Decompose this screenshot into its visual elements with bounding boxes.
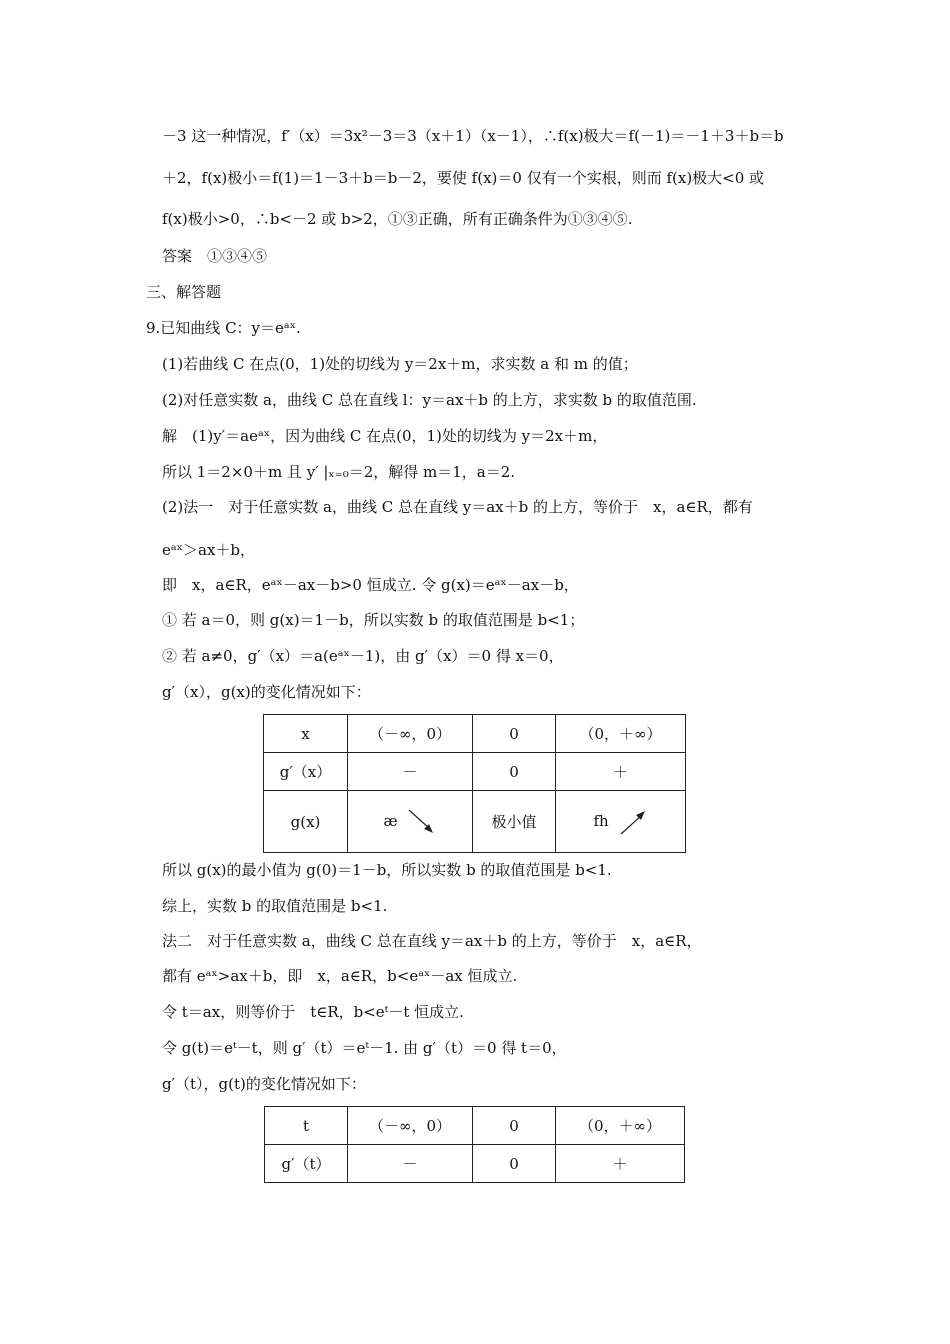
table-cell: 0 bbox=[473, 715, 556, 753]
table-cell: （0，＋∞） bbox=[556, 1107, 685, 1145]
table-cell: ＋ bbox=[556, 753, 686, 791]
text-line: 综上，实数 b 的取值范围是 b<1. bbox=[162, 897, 388, 915]
table-cell: （－∞，0） bbox=[348, 715, 473, 753]
table-cell-increasing bbox=[556, 791, 686, 853]
text-line: 令 t＝ax，则等价于 t∈R，b<eᵗ－t 恒成立. bbox=[162, 1003, 464, 1021]
text-line: (2)对任意实数 a，曲线 C 总在直线 l：y＝ax＋b 的上方，求实数 b 的取值范围. bbox=[162, 391, 697, 409]
text-line: 所以 g(x)的最小值为 g(0)＝1－b，所以实数 b 的取值范围是 b<1. bbox=[162, 861, 612, 879]
text-line: (2)法一 对于任意实数 a，曲线 C 总在直线 y＝ax＋b 的上方，等价于 x，a∈R，都有 bbox=[162, 498, 753, 516]
table-cell: 0 bbox=[473, 1145, 556, 1183]
text-line: －3 这一种情况，f′（x）＝3x²－3＝3（x＋1）（x－1），∴f(x)极大＝f(－1)＝－1＋3＋b＝b bbox=[162, 127, 784, 145]
table-cell-text: æ bbox=[383, 811, 398, 830]
table-row bbox=[265, 1145, 685, 1183]
text-line: ② 若 a≠0，g′（x）＝a(eᵃˣ－1)，由 g′（x）＝0 得 x＝0， bbox=[162, 647, 564, 665]
answer-line: 答案 ①③④⑤ bbox=[162, 247, 268, 265]
table-cell-text: fh bbox=[593, 811, 609, 830]
text-line: g′（x），g(x)的变化情况如下： bbox=[162, 683, 371, 701]
table-cell: 0 bbox=[473, 1107, 556, 1145]
text-line: 法二 对于任意实数 a，曲线 C 总在直线 y＝ax＋b 的上方，等价于 x，a∈R， bbox=[162, 932, 702, 950]
text-line: f(x)极小>0，∴b<－2 或 b>2，①③正确，所有正确条件为①③④⑤. bbox=[162, 210, 633, 228]
table-row bbox=[264, 753, 686, 791]
table-cell: ＋ bbox=[556, 1145, 685, 1183]
text-line: 令 g(t)＝eᵗ－t，则 g′（t）＝eᵗ－1. 由 g′（t）＝0 得 t＝0， bbox=[162, 1039, 567, 1057]
section-heading: 三、解答题 bbox=[146, 283, 222, 301]
text-line: 即 x，a∈R，eᵃˣ－ax－b>0 恒成立. 令 g(x)＝eᵃˣ－ax－b， bbox=[162, 576, 579, 594]
table-cell: g′（t） bbox=[265, 1145, 348, 1183]
table-row bbox=[264, 791, 686, 853]
table-row bbox=[264, 715, 686, 753]
table-cell: － bbox=[348, 1145, 473, 1183]
table-row bbox=[265, 1107, 685, 1145]
text-line: ＋2，f(x)极小＝f(1)＝1－3＋b＝b－2，要使 f(x)＝0 仅有一个实根，则而 f(x)极大<0 或 bbox=[162, 169, 765, 187]
text-line: ① 若 a＝0，则 g(x)＝1－b，所以实数 b 的取值范围是 b<1； bbox=[162, 611, 585, 629]
text-line: (1)若曲线 C 在点(0，1)处的切线为 y＝2x＋m，求实数 a 和 m 的值； bbox=[162, 355, 638, 373]
table-cell: （－∞，0） bbox=[348, 1107, 473, 1145]
variation-table-t bbox=[264, 1106, 685, 1183]
table-cell: x bbox=[264, 715, 348, 753]
table-cell: 极小值 bbox=[473, 791, 556, 853]
problem-statement: 9.已知曲线 C：y＝eᵃˣ. bbox=[146, 319, 301, 337]
table-cell: g(x) bbox=[264, 791, 348, 853]
table-cell: t bbox=[265, 1107, 348, 1145]
text-line: 都有 eᵃˣ>ax＋b，即 x，a∈R，b<eᵃˣ－ax 恒成立. bbox=[162, 967, 518, 985]
table-cell: 0 bbox=[473, 753, 556, 791]
increasing-arrow-icon bbox=[618, 807, 648, 837]
text-line: 解 (1)y′＝aeᵃˣ，因为曲线 C 在点(0，1)处的切线为 y＝2x＋m， bbox=[162, 427, 608, 445]
decreasing-arrow-icon bbox=[406, 807, 436, 837]
text-line: eᵃˣ＞ax＋b， bbox=[162, 541, 256, 559]
table-cell: g′（x） bbox=[264, 753, 348, 791]
table-cell: （0，＋∞） bbox=[556, 715, 686, 753]
text-line: g′（t），g(t)的变化情况如下： bbox=[162, 1075, 366, 1093]
table-cell-decreasing bbox=[348, 791, 473, 853]
table-cell: － bbox=[348, 753, 473, 791]
variation-table-x bbox=[263, 714, 686, 853]
text-line: 所以 1＝2×0＋m 且 y′ |ₓ₌₀＝2，解得 m＝1，a＝2. bbox=[162, 463, 516, 481]
